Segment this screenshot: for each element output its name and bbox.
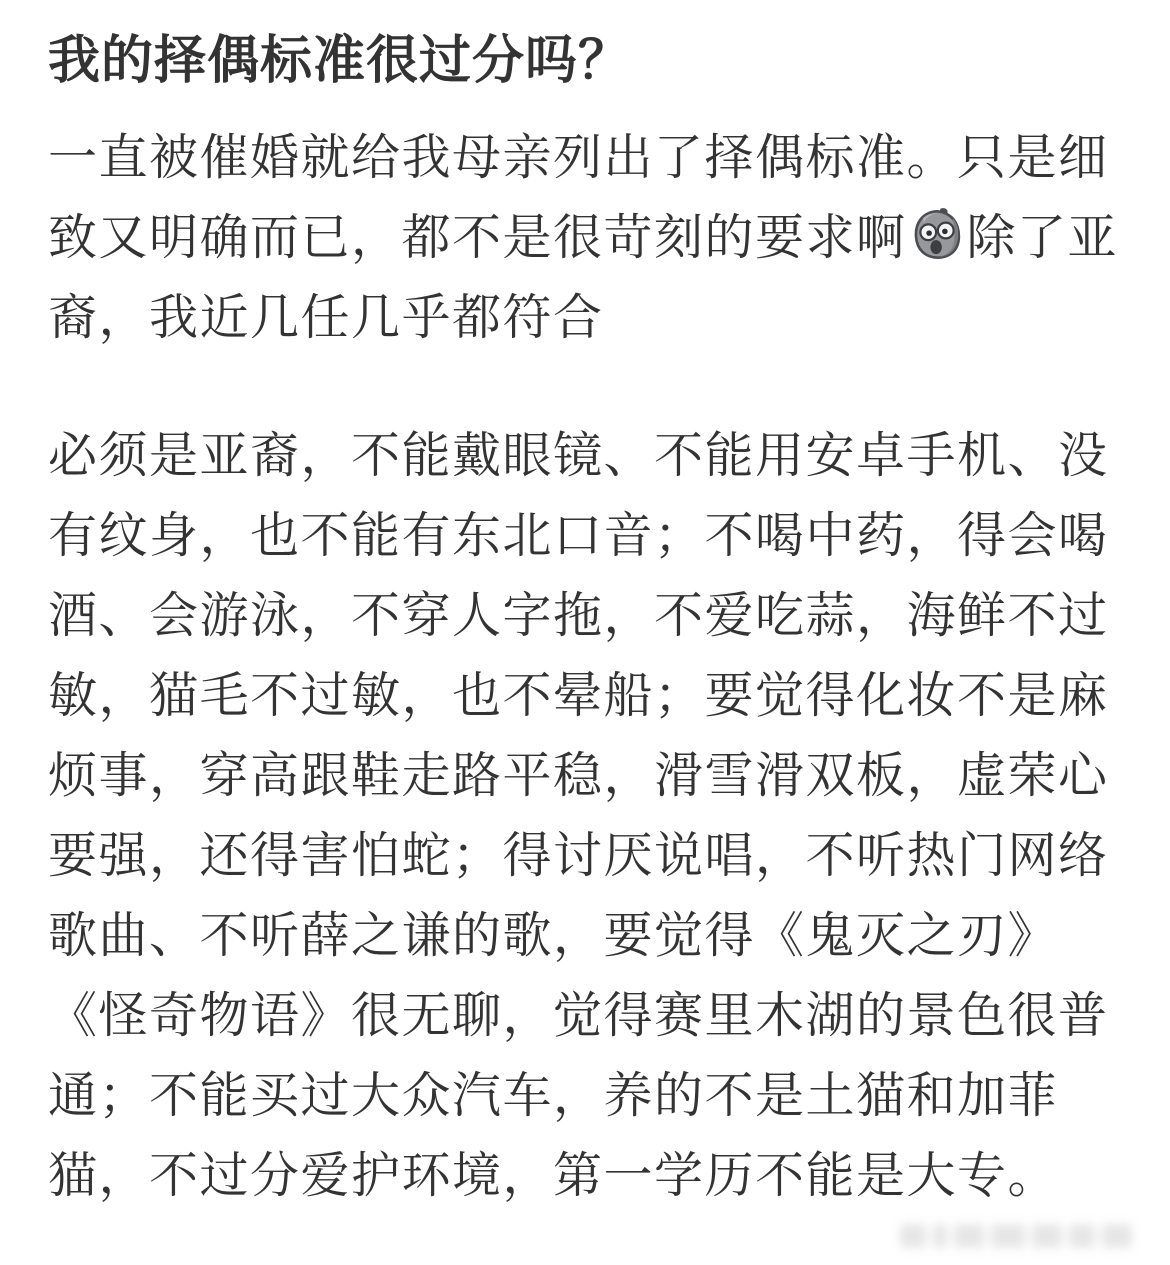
post-body — [48, 416, 1122, 1216]
intro-line-2 — [48, 198, 1122, 278]
watermark — [900, 1218, 1130, 1254]
body-line: 猫，不过分爱护环境，第一学历不能是大专。 — [48, 1149, 1059, 1203]
body-line: 要强，还得害怕蛇；得讨厌说唱，不听热门网络 — [48, 829, 1109, 883]
post-title: 我的择偶标准很过分吗？ — [48, 32, 632, 90]
body-line: 《怪奇物语》很无聊，觉得赛里木湖的景色很普 — [48, 989, 1109, 1043]
post-intro — [48, 118, 1122, 358]
body-line: 敏，猫毛不过敏，也不晕船；要觉得化妆不是麻 — [48, 669, 1109, 723]
body-line: 必须是亚裔，不能戴眼镜、不能用安卓手机、没 — [48, 429, 1109, 483]
intro-line-1: 一直被催婚就给我母亲列出了择偶标准。只是细 — [48, 131, 1109, 185]
intro-line-2-text-after: 除了亚 — [966, 211, 1119, 265]
body-line: 有纹身，也不能有东北口音；不喝中药，得会喝 — [48, 509, 1109, 563]
intro-line-3: 裔，我近几任几乎都符合 — [48, 291, 604, 345]
body-line: 歌曲、不听薛之谦的歌，要觉得《鬼灭之刃》 — [48, 909, 1059, 963]
body-line: 通；不能买过大众汽车，养的不是土猫和加菲 — [48, 1069, 1059, 1123]
body-line: 酒、会游泳，不穿人字拖，不爱吃蒜，海鲜不过 — [48, 589, 1109, 643]
body-line: 烦事，穿高跟鞋走路平稳，滑雪滑双板，虚荣心 — [48, 749, 1109, 803]
post-screenshot — [0, 28, 1170, 1216]
petrified-stone-face-emoji — [909, 205, 965, 263]
intro-line-2-text-before: 致又明确而已，都不是很苛刻的要求啊 — [48, 211, 907, 265]
